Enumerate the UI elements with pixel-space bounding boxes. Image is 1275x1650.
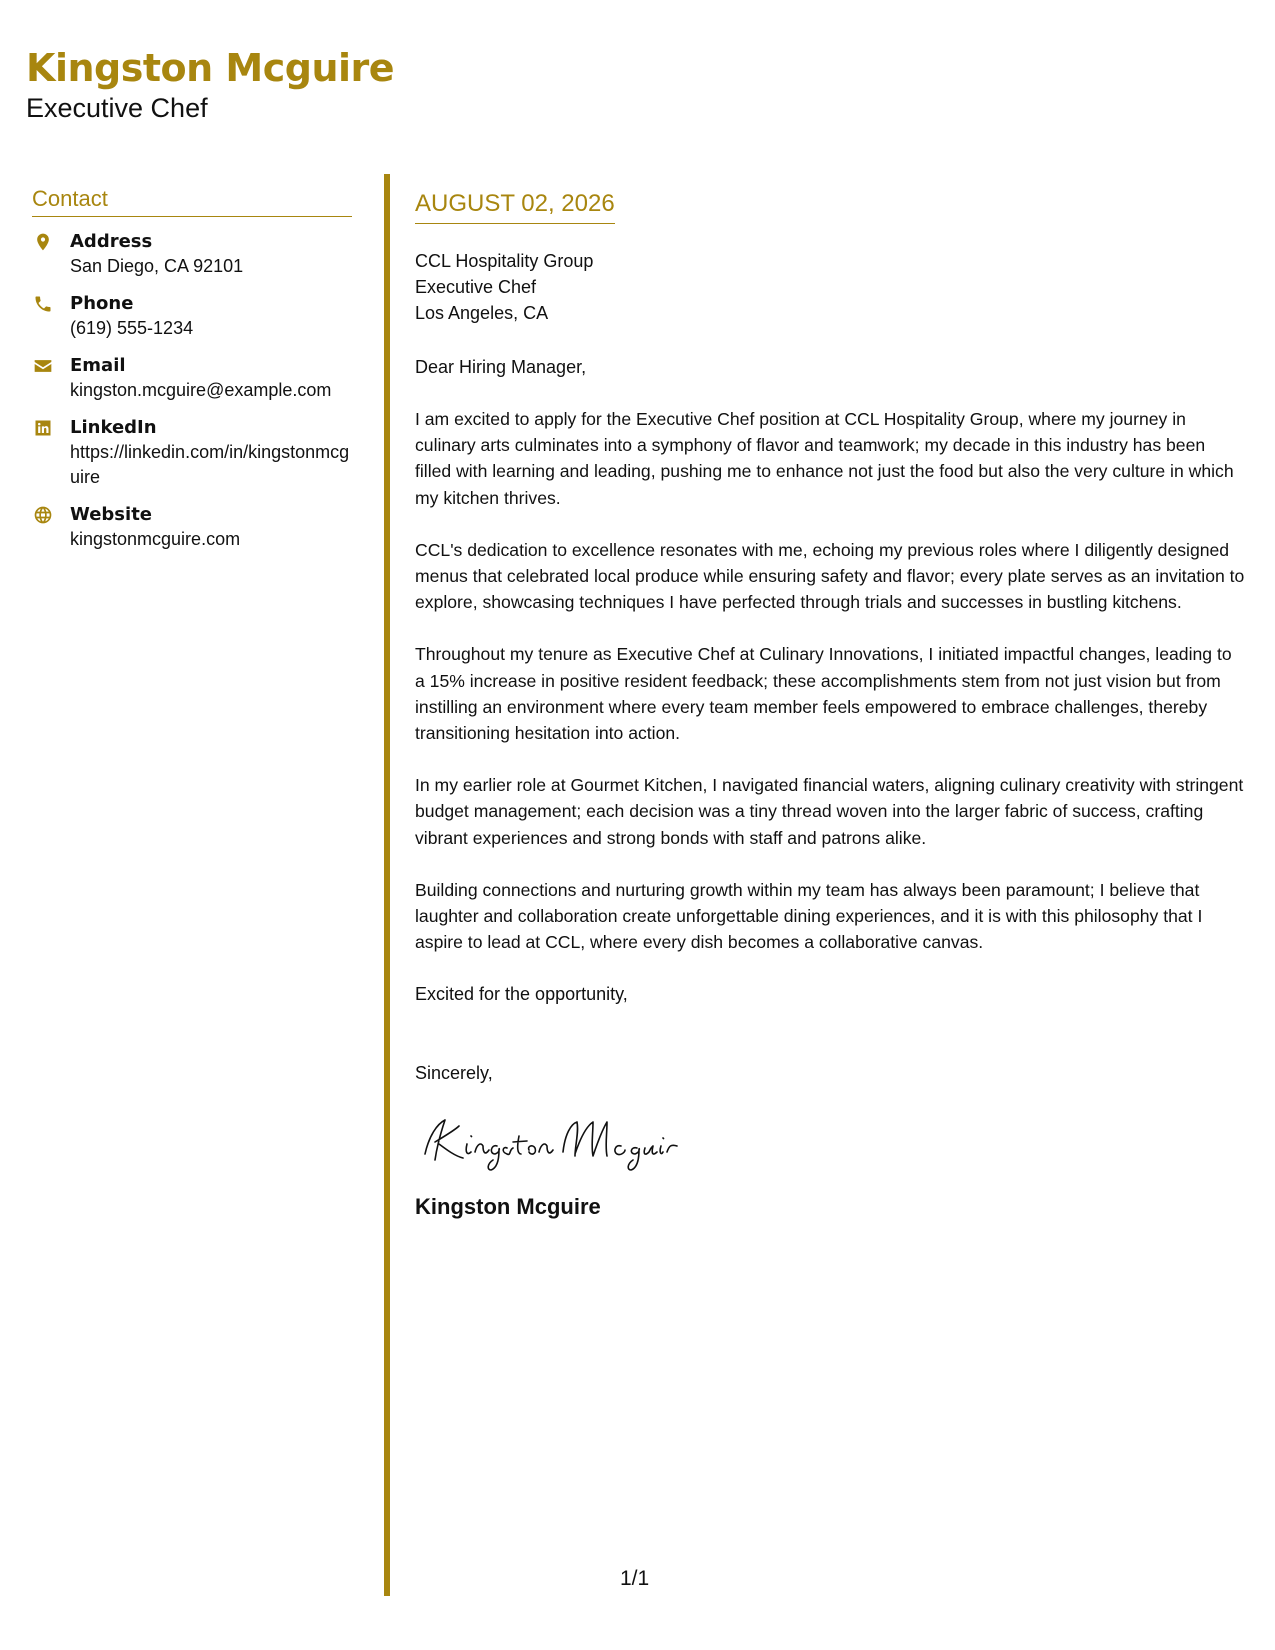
closing-line: Excited for the opportunity, <box>415 984 628 1005</box>
signer-name: Kingston Mcguire <box>415 1194 601 1220</box>
contact-item-website <box>32 503 352 552</box>
envelope-icon <box>32 355 54 377</box>
contact-item-email <box>32 354 352 403</box>
recipient-position: Executive Chef <box>415 277 537 297</box>
letter-body <box>415 190 1245 1220</box>
applicant-name: Kingston Mcguire <box>26 46 395 90</box>
linkedin-link[interactable]: https://linkedin.com/in/kingstonmcguire <box>70 442 350 487</box>
contact-sidebar <box>32 186 352 565</box>
recipient-company: CCL Hospitality Group <box>415 251 594 271</box>
paragraph: Building connections and nurturing growth within my team has always been paramount; I believe that laughter and collaboration create unforgettable dining experiences, and it is with this philosophy that I aspire to lead at CCL, where every dish becomes a collaborative canvas. <box>415 879 1203 953</box>
recipient-location: Los Angeles, CA <box>415 303 549 323</box>
contact-item-address <box>32 230 352 279</box>
vertical-divider <box>384 174 390 1596</box>
applicant-title: Executive Chef <box>26 92 208 123</box>
phone-icon <box>32 293 54 315</box>
contact-label: Address <box>70 231 153 252</box>
paragraph: In my earlier role at Gourmet Kitchen, I navigated financial waters, aligning culinary creativity with stringent budget management; each decision was a tiny thread woven into the larger fabric of success, crafting vibrant experiences and strong bonds with staff and patrons alike. <box>415 775 1244 848</box>
location-pin-icon <box>32 231 54 253</box>
page-number: 1/1 <box>620 1567 650 1590</box>
handwritten-signature <box>415 1106 1245 1176</box>
contact-label: LinkedIn <box>70 417 157 438</box>
header <box>26 48 394 124</box>
paragraph: I am excited to apply for the Executive Chef position at CCL Hospitality Group, where my journey in culinary arts culminates into a symphony of flavor and teamwork; my decade in this industry has been filled with learning and leading, pushing me to enhance not just the food but also the very culture in which my kitchen thrives. <box>415 409 1234 508</box>
paragraph: Throughout my tenure as Executive Chef at Culinary Innovations, I initiated impactful changes, leading to a 15% increase in positive resident feedback; these accomplishments stem from not just vision but from instilling an environment where every team member feels empowered to embrace challenges, thereby transitioning hesitation into action. <box>415 644 1232 744</box>
sign-off: Sincerely, <box>415 1063 493 1084</box>
paragraph: CCL's dedication to excellence resonates with me, echoing my previous roles where I diligently designed menus that celebrated local produce while ensuring safety and flavor; every plate serves as an invitation to explore, showcasing techniques I have perfected through trials and successes in bustling kitchens. <box>415 539 1245 613</box>
contact-heading: Contact <box>32 186 352 217</box>
email-link[interactable]: kingston.mcguire@example.com <box>70 380 332 400</box>
recipient-block <box>415 248 1245 326</box>
letter-date: AUGUST 02, 2026 <box>415 190 615 224</box>
contact-label: Website <box>70 504 153 525</box>
contact-label: Email <box>70 355 126 376</box>
globe-icon <box>32 504 54 526</box>
contact-label: Phone <box>70 293 134 314</box>
contact-item-phone <box>32 292 352 341</box>
linkedin-icon <box>32 417 54 439</box>
phone-value: (619) 555-1234 <box>70 318 194 338</box>
website-link[interactable]: kingstonmcguire.com <box>70 529 241 549</box>
contact-item-linkedin <box>32 416 352 490</box>
greeting: Dear Hiring Manager, <box>415 357 587 377</box>
address-value: San Diego, CA 92101 <box>70 256 244 276</box>
